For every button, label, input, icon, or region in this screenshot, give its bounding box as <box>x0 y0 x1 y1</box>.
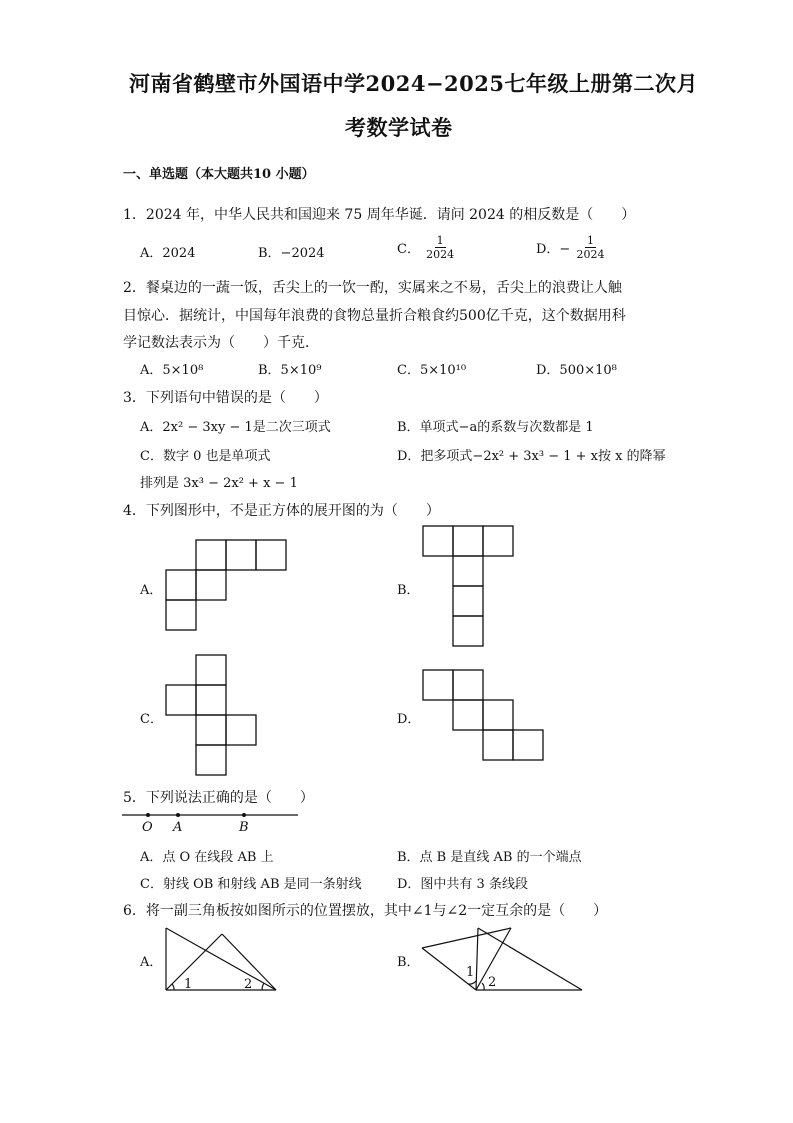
q1-stem: 1．2024 年，中华人民共和国迎来 75 周年华诞．请问 2024 的相反数是（ ） <box>123 207 636 223</box>
page-title-line2: 考数学试卷 <box>345 115 453 140</box>
q4-net-a <box>166 540 286 630</box>
net-d-cell <box>483 700 513 730</box>
q3-option-a[interactable]: A．2x² − 3xy − 1是二次三项式 <box>140 420 331 435</box>
net-d-cell <box>513 730 543 760</box>
q6a-angle1-arc <box>172 984 174 990</box>
q4-option-a[interactable]: A． <box>140 583 163 598</box>
q3-option-d[interactable]: D．把多项式−2x² + 3x³ − 1 + x按 x 的降幂 <box>397 449 666 464</box>
q1-option-a[interactable]: A．2024 <box>140 246 196 261</box>
q3-option-b[interactable]: B．单项式−a的系数与次数都是 1 <box>397 420 594 435</box>
q5-option-b[interactable]: B．点 B 是直线 AB 的一个端点 <box>397 850 582 865</box>
net-a-cell <box>226 540 256 570</box>
net-d-cell <box>453 670 483 700</box>
q4-net-c <box>166 655 256 775</box>
q1-d-numerator: 1 <box>586 234 594 247</box>
net-b-cell <box>453 526 483 556</box>
point-a-label: A <box>173 820 183 835</box>
q2-stem-line2: 目惊心．据统计，中国每年浪费的食物总量折合粮食约500亿千克，这个数据用科 <box>123 308 626 324</box>
q6b-top-edge <box>422 928 511 948</box>
q4-option-d[interactable]: D． <box>397 712 421 727</box>
net-a-cell <box>196 570 226 600</box>
q6a-angle1-label: 1 <box>184 977 193 992</box>
q6-stem: 6．将一副三角板按如图所示的位置摆放，其中∠1与∠2一定互余的是（ ） <box>123 903 608 919</box>
net-a-cell <box>166 570 196 600</box>
net-c-cell <box>226 715 256 745</box>
q2-option-d[interactable]: D．500×10⁸ <box>536 363 617 378</box>
page-title-line1: 河南省鹤壁市外国语中学2024−2025七年级上册第二次月 <box>129 71 698 96</box>
q6a-angle2-label: 2 <box>244 977 253 992</box>
q6-option-b[interactable]: B． <box>397 955 420 970</box>
q3-option-d-cont: 排列是 3x³ − 2x² + x − 1 <box>140 476 298 491</box>
q4-net-d <box>423 670 543 760</box>
net-b-cell <box>453 616 483 646</box>
point-o-label: O <box>142 820 153 835</box>
q6-figure-b <box>422 928 582 990</box>
q6a-angle2-arc <box>262 983 264 990</box>
q6-figure-a <box>166 928 276 992</box>
net-d-cell <box>423 670 453 700</box>
net-a-cell <box>196 540 226 570</box>
q5-line-figure <box>122 813 298 835</box>
point-b-dot <box>242 813 246 817</box>
q2-stem-line3: 学记数法表示为（ ）千克． <box>123 335 319 351</box>
q6b-angle2-label: 2 <box>488 975 497 990</box>
q5-option-c[interactable]: C．射线 OB 和射线 AB 是同一条射线 <box>140 877 362 892</box>
net-c-cell <box>196 655 226 685</box>
q4-option-c[interactable]: C． <box>140 712 163 727</box>
q2-stem-line1: 2．餐桌边的一蔬一饭，舌尖上的一饮一酌，实属来之不易，舌尖上的浪费让人触 <box>123 280 622 296</box>
q4-net-b <box>423 526 513 646</box>
q1-option-b[interactable]: B．−2024 <box>258 246 325 261</box>
q4-option-b[interactable]: B． <box>397 583 420 598</box>
net-a-cell <box>256 540 286 570</box>
q6b-angle2-arc <box>482 983 484 990</box>
q5-stem: 5．下列说法正确的是（ ） <box>123 790 314 806</box>
net-b-cell <box>483 526 513 556</box>
q5-option-a[interactable]: A．点 O 在线段 AB 上 <box>140 850 274 865</box>
net-c-cell <box>196 745 226 775</box>
net-b-cell <box>423 526 453 556</box>
q6b-vertical <box>476 928 478 990</box>
net-c-cell <box>196 685 226 715</box>
q1-c-denominator: 2024 <box>426 248 455 261</box>
q1-c-numerator: 1 <box>436 234 444 247</box>
net-c-cell <box>166 685 196 715</box>
q3-stem: 3．下列语句中错误的是（ ） <box>123 390 328 406</box>
q1-d-denominator: 2024 <box>576 248 605 261</box>
q6b-angle1-arc <box>468 981 476 984</box>
point-o-dot <box>146 813 150 817</box>
q3-option-c[interactable]: C．数字 0 也是单项式 <box>140 449 271 464</box>
q1-option-d-label: D．− <box>536 242 571 257</box>
q5-option-d[interactable]: D．图中共有 3 条线段 <box>397 877 528 892</box>
net-a-cell <box>166 600 196 630</box>
net-b-cell <box>453 586 483 616</box>
point-b-label: B <box>239 820 249 835</box>
q1-option-c-label: C． <box>397 242 420 257</box>
q4-stem: 4．下列图形中，不是正方体的展开图的为（ ） <box>123 503 440 519</box>
section-heading: 一、单选题（本大题共10 小题） <box>123 167 315 182</box>
net-b-cell <box>453 556 483 586</box>
net-c-cell <box>196 715 226 745</box>
point-a-dot <box>176 813 180 817</box>
net-d-cell <box>483 730 513 760</box>
q2-option-b[interactable]: B．5×10⁹ <box>258 363 322 378</box>
q6b-angle1-label: 1 <box>466 965 475 980</box>
q2-option-a[interactable]: A．5×10⁸ <box>140 363 204 378</box>
q6-option-a[interactable]: A． <box>140 955 163 970</box>
q6a-left-edge <box>166 934 222 990</box>
q2-option-c[interactable]: C．5×10¹⁰ <box>397 363 467 378</box>
net-d-cell <box>453 700 483 730</box>
q6a-hyp1 <box>166 928 276 990</box>
